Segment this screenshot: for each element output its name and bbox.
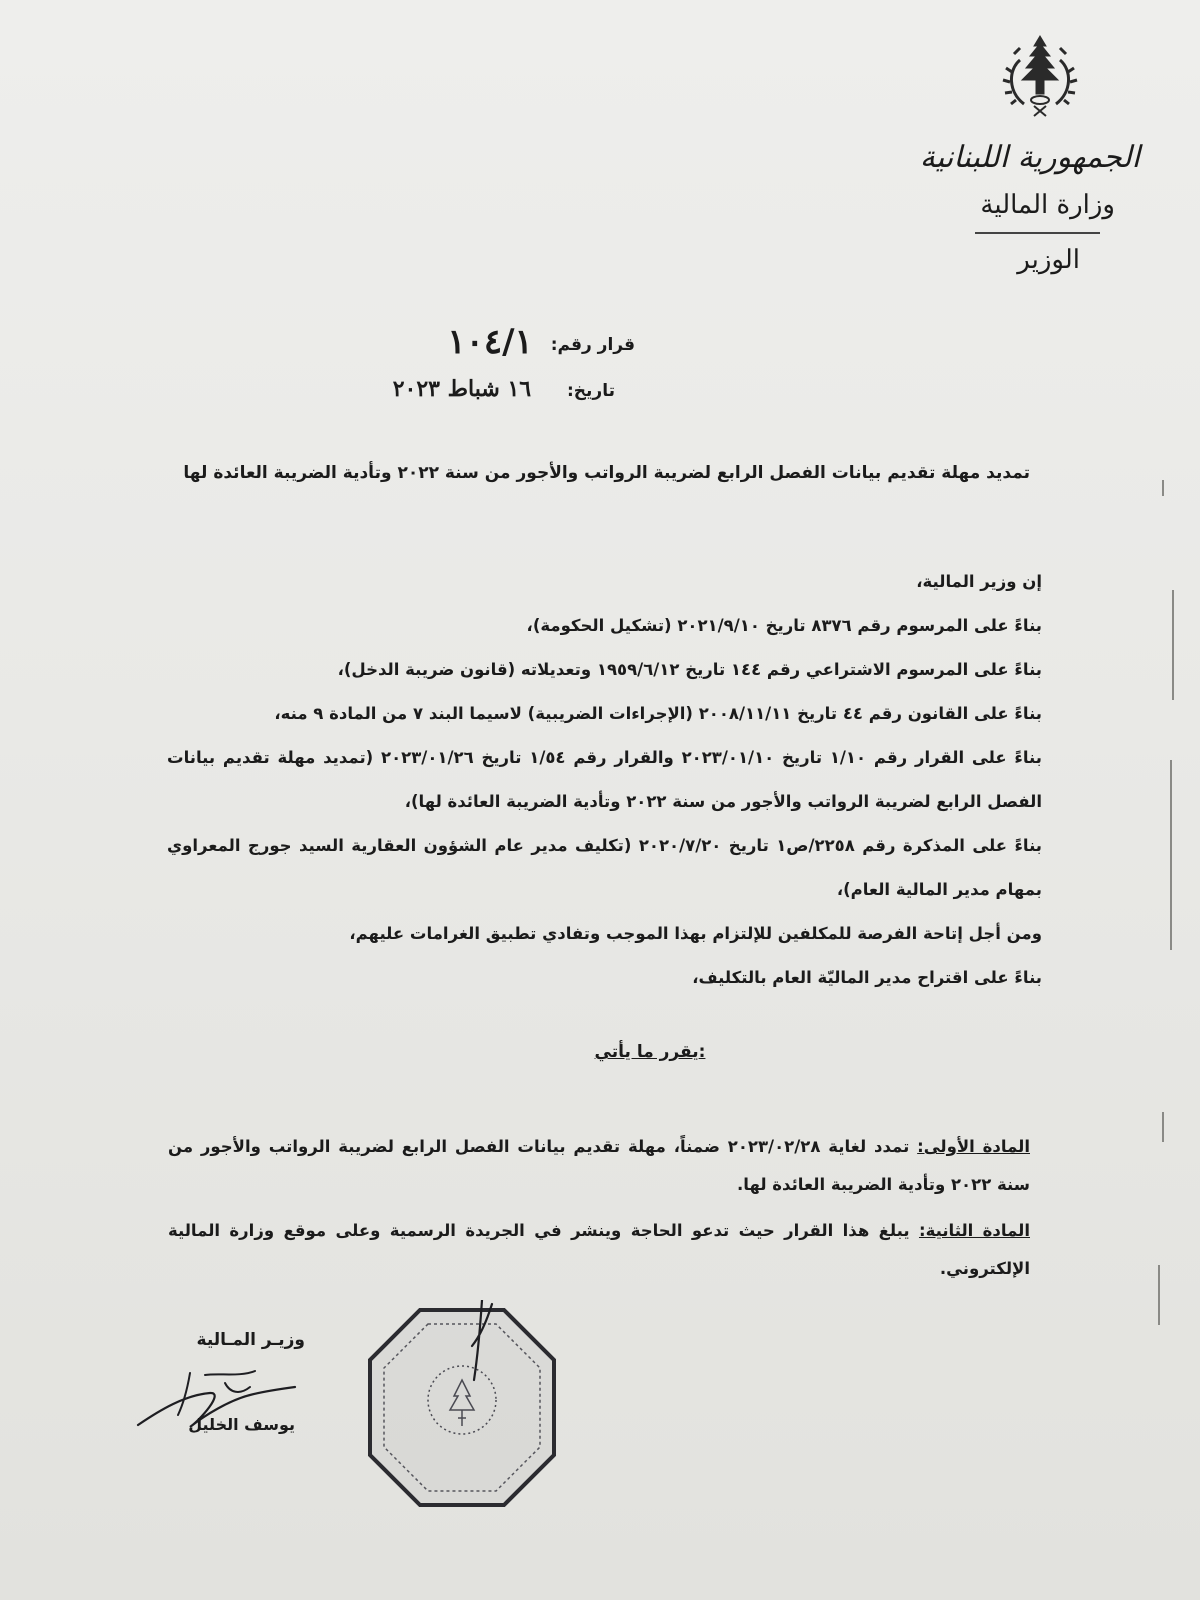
article-text: تمدد لغاية ٢٠٢٣/٠٢/٢٨ ضمناً، مهلة تقديم بيانات الفصل الرابع لضريبة الرواتب والأجور من سنة ٢٠٢٢ وتأدية الضريبة العائدة لها. <box>168 1137 1030 1194</box>
decision-number <box>447 322 635 362</box>
ministry-seal-stamp <box>362 1300 562 1515</box>
decides-heading-row <box>0 1042 1200 1062</box>
recital-item: بناءً على القانون رقم ٤٤ تاريخ ٢٠٠٨/١١/١١ (الإجراءات الضريبية) لاسيما البند ٧ من المادة ٩ منه، <box>274 704 1042 723</box>
articles <box>168 1128 1030 1296</box>
article-item <box>168 1212 1030 1288</box>
decision-date-label: تاريخ: <box>567 381 615 401</box>
decision-date <box>393 376 615 402</box>
ministry-heading: وزارة المالية <box>980 190 1115 220</box>
decision-title: تمديد مهلة تقديم بيانات الفصل الرابع لضريبة الرواتب والأجور من سنة ٢٠٢٢ وتأدية الضريبة العائدة لها <box>183 463 1030 483</box>
republic-heading: الجمهورية اللبنانية <box>919 140 1140 175</box>
signatory-name: يوسف الخليل <box>188 1415 295 1434</box>
recital-item: بناءً على القرار رقم ١/١٠ تاريخ ٢٠٢٣/٠١/١٠ والقرار رقم ١/٥٤ تاريخ ٢٠٢٣/٠١/٢٦ (تمديد مهلة تقديم بيانات الفصل الرابع لضريبة الرواتب والأجور من سنة ٢٠٢٢ وتأدية الضريبة العائدة لها)، <box>167 748 1042 811</box>
recital-item: بناءً على المذكرة رقم ٢٢٥٨/ص١ تاريخ ٢٠٢٠/٧/٢٠ (تكليف مدير عام الشؤون العقارية السيد جورج المعراوي بمهام مدير المالية العام)، <box>167 836 1043 899</box>
preamble <box>167 560 1042 1000</box>
minister-heading: الوزير <box>1017 245 1080 275</box>
page-edge-mark <box>1170 760 1172 950</box>
page-edge-mark <box>1162 480 1164 496</box>
recital-item: بناءً على المرسوم الاشتراعي رقم ١٤٤ تاريخ ١٩٥٩/٦/١٢ وتعديلاته (قانون ضريبة الدخل)، <box>337 660 1042 679</box>
page-edge-mark <box>1162 1112 1164 1142</box>
recital-item: ومن أجل إتاحة الفرصة للمكلفين للإلتزام بهذا الموجب وتفادي تطبيق الغرامات عليهم، <box>349 924 1042 943</box>
article-text: يبلغ هذا القرار حيث تدعو الحاجة وينشر في الجريدة الرسمية وعلى موقع وزارة المالية الإلكتروني. <box>168 1221 1030 1278</box>
decision-date-value: ١٦ شباط ٢٠٢٣ <box>392 376 532 402</box>
article-item <box>168 1128 1030 1204</box>
decides-heading: يقرر ما يأتي: <box>594 1042 706 1062</box>
signatory-title: وزيـر المـالية <box>196 1330 305 1350</box>
article-label: المادة الأولى: <box>917 1137 1030 1156</box>
decision-number-label: قرار رقم: <box>550 335 635 355</box>
letterhead-divider <box>975 232 1100 234</box>
article-label: المادة الثانية: <box>918 1221 1030 1240</box>
lebanese-cedar-emblem-icon <box>990 30 1090 130</box>
decision-number-value: ١٠٤/١ <box>447 322 533 362</box>
page-edge-mark <box>1158 1265 1160 1325</box>
page-edge-mark <box>1172 590 1174 700</box>
recital-item: بناءً على اقتراح مدير الماليّة العام بالتكليف، <box>692 968 1042 987</box>
recital-item: بناءً على المرسوم رقم ٨٣٧٦ تاريخ ٢٠٢١/٩/١٠ (تشكيل الحكومة)، <box>526 616 1042 635</box>
preamble-opening: إن وزير المالية، <box>916 572 1042 591</box>
